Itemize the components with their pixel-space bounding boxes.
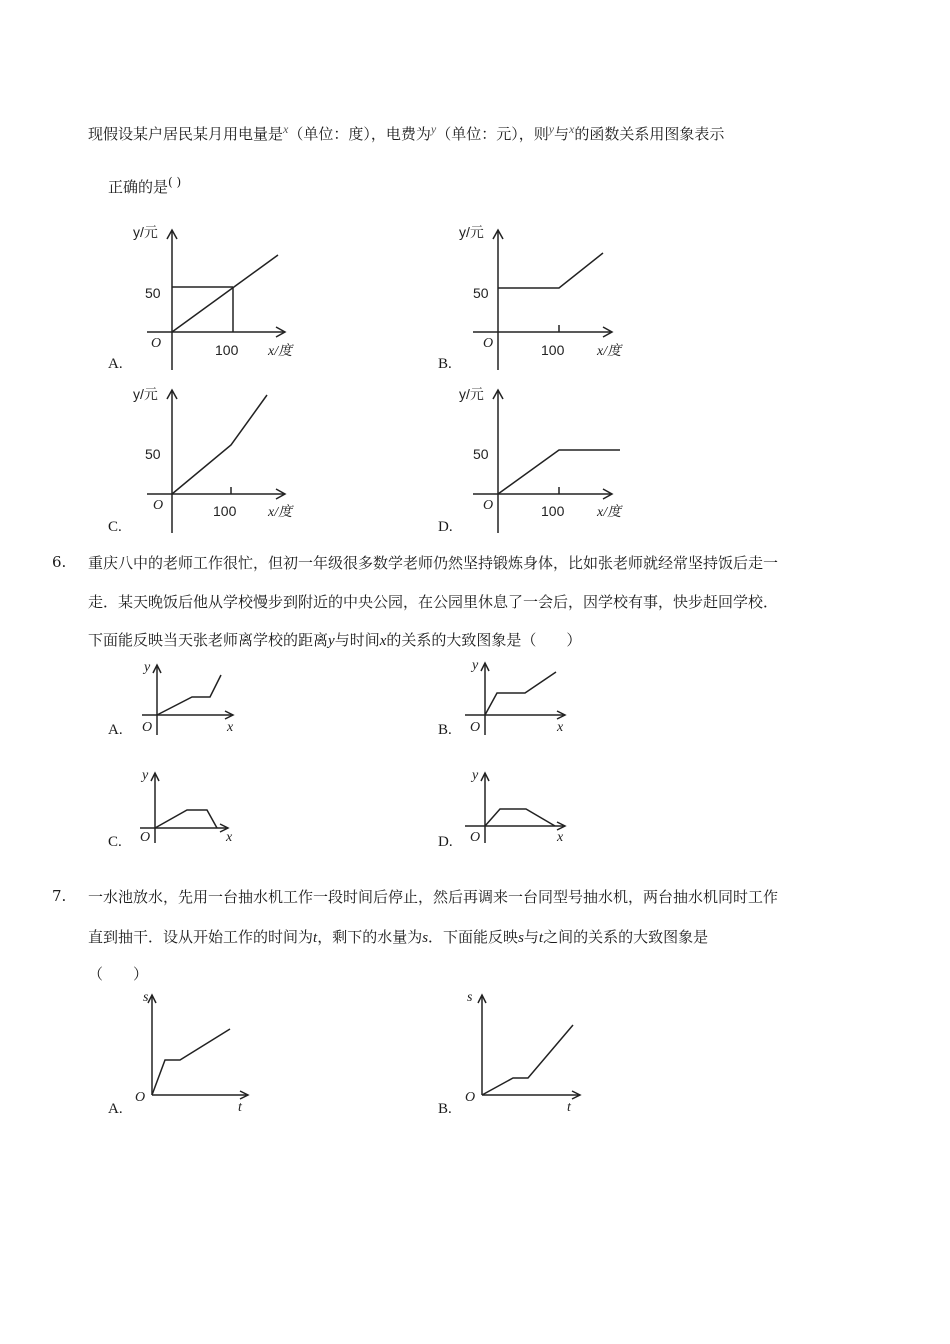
graph-line bbox=[498, 253, 603, 288]
x-axis-label: x/度 bbox=[268, 344, 293, 359]
origin-label: O bbox=[470, 830, 481, 845]
q6-option-d[interactable]: D. bbox=[438, 834, 453, 850]
q5-text: 与 bbox=[554, 125, 570, 143]
q7-text: ．下面能反映 bbox=[428, 928, 519, 946]
q6-stem-line2: 走．某天晚饭后他从学校慢步到附近的中央公园，在公园里休息了一会后，因学校有事，快步赶回学校． bbox=[88, 593, 779, 611]
x-axis-label: x/度 bbox=[597, 505, 622, 520]
q7-text: ，剩下的水量为 bbox=[317, 928, 423, 946]
q6-text: 的关系的大致图象是（ ） bbox=[386, 631, 582, 649]
q5-var-x: x bbox=[283, 122, 289, 136]
q6-text: 下面能反映当天张老师离学校的距离 bbox=[88, 631, 329, 649]
q5-option-d[interactable]: D. bbox=[438, 519, 453, 535]
answer-bracket: ( ) bbox=[168, 175, 182, 189]
x-axis-label: x bbox=[226, 830, 233, 845]
q6-stem-line1: 重庆八中的老师工作很忙，但初一年级很多数学老师仍然坚持锻炼身体，比如张老师就经常坚持饭后走一 bbox=[88, 554, 779, 572]
x-tick-label: 100 bbox=[541, 503, 565, 519]
x-axis-label: x bbox=[227, 720, 234, 735]
origin-label: O bbox=[483, 498, 494, 513]
graph-line bbox=[155, 810, 217, 828]
q5-text: 现假设某户居民某月用电量是 bbox=[88, 125, 284, 143]
y-axis-label: y/元 bbox=[459, 386, 484, 402]
q6-stem-line3 bbox=[88, 630, 581, 651]
q5-var-x: x bbox=[569, 122, 575, 136]
q7-number: 7. bbox=[52, 887, 67, 905]
q5-var-y: y bbox=[548, 122, 555, 136]
y-axis-label: y/元 bbox=[133, 386, 158, 402]
q6-graph-c bbox=[130, 765, 250, 850]
q7-option-b[interactable]: B. bbox=[438, 1101, 452, 1117]
x-axis-label: x bbox=[557, 830, 564, 845]
q5-graph-c bbox=[105, 378, 305, 538]
x-tick-label: 100 bbox=[215, 342, 239, 358]
q7-var-s: s bbox=[518, 930, 524, 946]
graph-line bbox=[152, 1029, 230, 1095]
x-axis-label: x/度 bbox=[597, 344, 622, 359]
origin-label: O bbox=[140, 830, 151, 845]
q6-option-a[interactable]: A. bbox=[108, 722, 123, 738]
q7-text: 与 bbox=[523, 928, 539, 946]
q6-var-x: x bbox=[379, 633, 387, 649]
y-axis-label: y/元 bbox=[133, 224, 158, 240]
origin-label: O bbox=[135, 1090, 146, 1105]
q5-stem-line2 bbox=[108, 172, 181, 197]
x-axis-label: t bbox=[567, 1100, 571, 1115]
q5-option-b[interactable]: B. bbox=[438, 356, 452, 372]
q5-text: 的函数关系用图象表示 bbox=[574, 125, 725, 143]
y-tick-label: 50 bbox=[473, 446, 489, 462]
q6-graph-a bbox=[130, 655, 250, 740]
origin-label: O bbox=[151, 336, 162, 351]
q7-text: 之间的关系的大致图象是 bbox=[543, 928, 709, 946]
y-tick-label: 50 bbox=[145, 285, 161, 301]
q7-var-t: t bbox=[313, 930, 318, 946]
graph-line bbox=[485, 809, 555, 826]
q6-text: 与时间 bbox=[334, 631, 380, 649]
x-tick-label: 100 bbox=[213, 503, 237, 519]
graph-line bbox=[485, 672, 556, 715]
origin-label: O bbox=[153, 498, 164, 513]
y-axis-label: s bbox=[143, 990, 149, 1005]
q7-option-a[interactable]: A. bbox=[108, 1101, 123, 1117]
q6-number: 6. bbox=[52, 553, 67, 571]
graph-line bbox=[157, 675, 221, 715]
q6-option-b[interactable]: B. bbox=[438, 722, 452, 738]
origin-label: O bbox=[470, 720, 481, 735]
q7-graph-b bbox=[455, 985, 595, 1115]
q5-text: （单位：元），则 bbox=[436, 125, 549, 143]
x-tick-label: 100 bbox=[541, 342, 565, 358]
origin-label: O bbox=[465, 1090, 476, 1105]
y-tick-label: 50 bbox=[145, 446, 161, 462]
q7-answer-bracket: （ ） bbox=[88, 965, 149, 983]
q7-text: 直到抽干．设从开始工作的时间为 bbox=[88, 928, 314, 946]
q5-graph-d bbox=[435, 378, 635, 538]
q6-graph-b bbox=[460, 655, 580, 740]
q7-stem-line2 bbox=[88, 927, 708, 948]
q6-var-y: y bbox=[328, 633, 335, 649]
q7-var-t: t bbox=[538, 930, 544, 946]
y-axis-label: y bbox=[472, 768, 479, 783]
q5-option-c[interactable]: C. bbox=[108, 519, 122, 535]
y-tick-label: 50 bbox=[473, 285, 489, 301]
q5-stem-line1 bbox=[88, 119, 724, 144]
graph-line bbox=[172, 395, 267, 494]
origin-label: O bbox=[142, 720, 153, 735]
q5-var-y: y bbox=[430, 122, 437, 136]
x-axis-label: x/度 bbox=[268, 505, 293, 520]
q5-graph-a bbox=[105, 215, 305, 375]
x-axis-label: x bbox=[557, 720, 564, 735]
q5-graph-b bbox=[435, 215, 635, 375]
q5-option-a[interactable]: A. bbox=[108, 356, 123, 372]
q7-stem-line1: 一水池放水，先用一台抽水机工作一段时间后停止，然后再调来一台同型号抽水机，两台抽水机同时工作 bbox=[88, 888, 779, 906]
y-axis-label: y bbox=[472, 658, 479, 673]
q7-var-s: s bbox=[422, 930, 429, 946]
q6-graph-d bbox=[460, 765, 580, 850]
y-axis-label: s bbox=[467, 990, 473, 1005]
q6-option-c[interactable]: C. bbox=[108, 834, 122, 850]
graph-line bbox=[172, 255, 278, 332]
y-axis-label: y bbox=[144, 660, 151, 675]
q5-text: （单位：度），电费为 bbox=[288, 125, 431, 143]
y-axis-label: y bbox=[142, 768, 149, 783]
origin-label: O bbox=[483, 336, 494, 351]
q7-graph-a bbox=[125, 985, 265, 1115]
y-axis-label: y/元 bbox=[459, 224, 484, 240]
x-axis-label: t bbox=[238, 1100, 242, 1115]
q5-text: 正确的是 bbox=[108, 178, 169, 196]
graph-line bbox=[482, 1025, 573, 1095]
